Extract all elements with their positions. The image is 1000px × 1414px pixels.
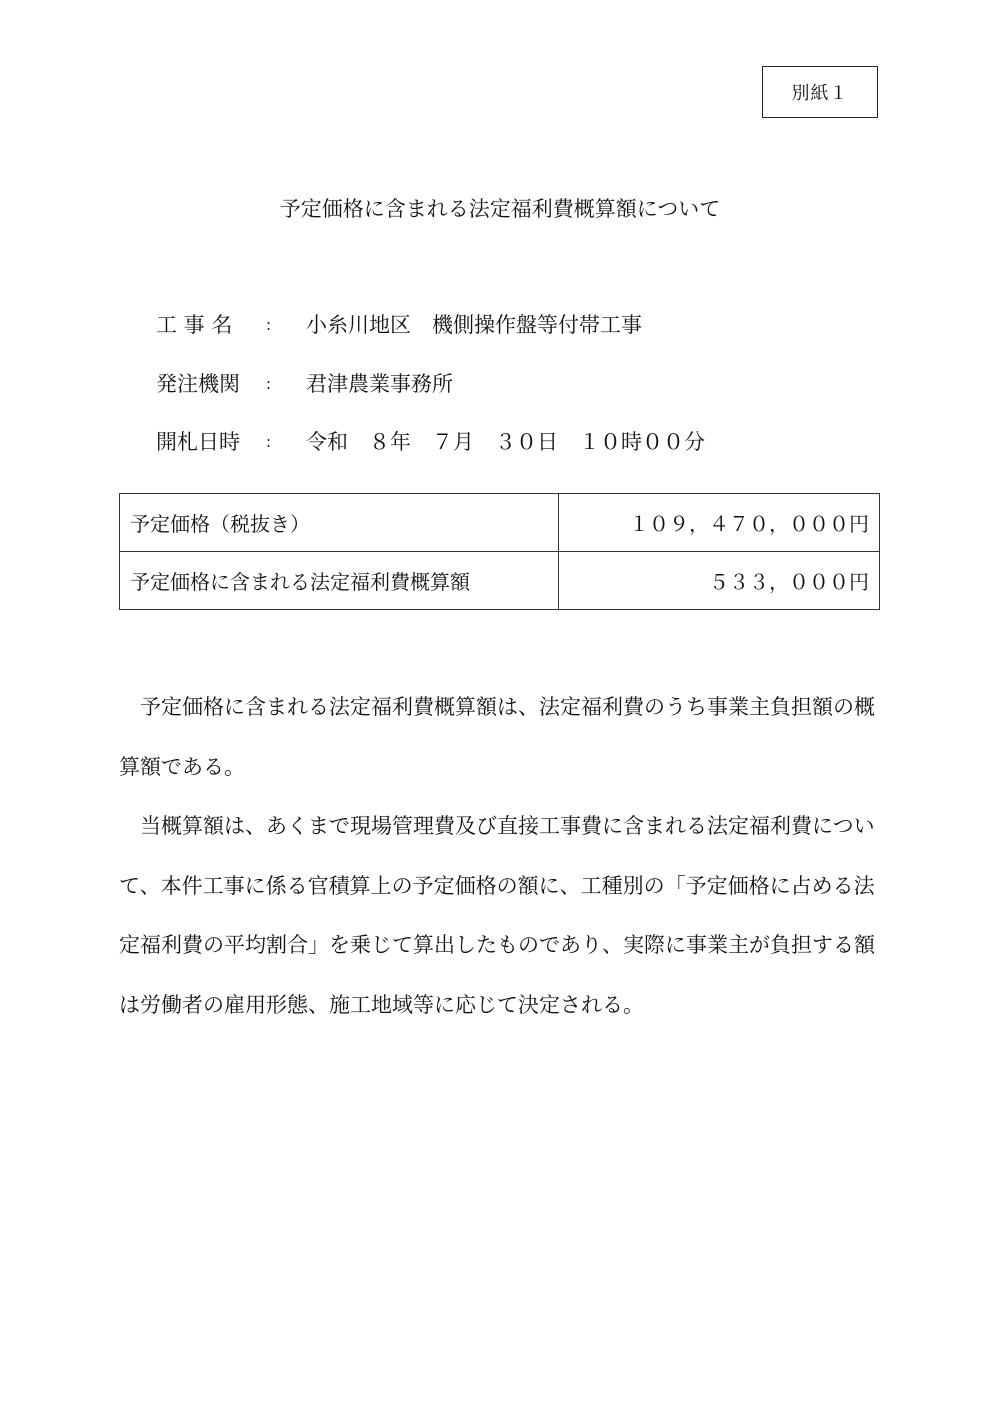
info-label: 開札日時 <box>156 430 240 454</box>
info-value: 君津農業事務所 <box>306 372 453 396</box>
info-row-bid-opening-datetime <box>156 427 705 457</box>
paragraph: 当概算額は、あくまで現場管理費及び直接工事費に含まれる法定福利費について、本件工事に係る官積算上の予定価格の額に、工種別の「予定価格に占める法定福利費の平均割合」を乗じて算出したものであり、実際に事業主が負担する額は労働者の雇用形態、施工地域等に応じて決定される。 <box>119 814 875 1017</box>
table-cell-value: ５３３，０００円 <box>559 552 880 610</box>
info-label: 発注機関 <box>156 372 240 396</box>
document-title: 予定価格に含まれる法定福利費概算額について <box>279 197 721 221</box>
table-row <box>120 494 880 552</box>
info-row-ordering-agency <box>156 369 453 399</box>
table-row <box>120 552 880 610</box>
info-value: 小糸川地区 機側操作盤等付帯工事 <box>306 313 642 337</box>
info-colon: : <box>266 316 272 334</box>
info-label: 工 事 名 <box>156 313 233 337</box>
attachment-label: 別紙１ <box>791 83 849 104</box>
attachment-label-box <box>762 66 878 118</box>
table-cell-label: 予定価格に含まれる法定福利費概算額 <box>120 552 559 610</box>
price-table <box>119 493 880 610</box>
body-text <box>119 678 889 1035</box>
info-colon: : <box>266 433 272 451</box>
info-value: 令和 ８年 ７月 ３０日 １０時００分 <box>306 430 705 454</box>
paragraph: 予定価格に含まれる法定福利費概算額は、法定福利費のうち事業主負担額の概算額である。 <box>119 695 875 779</box>
table-cell-label: 予定価格（税抜き） <box>120 494 559 552</box>
table-cell-value: １０９，４７０，０００円 <box>559 494 880 552</box>
info-colon: : <box>266 375 272 393</box>
info-row-project-name <box>156 310 642 340</box>
